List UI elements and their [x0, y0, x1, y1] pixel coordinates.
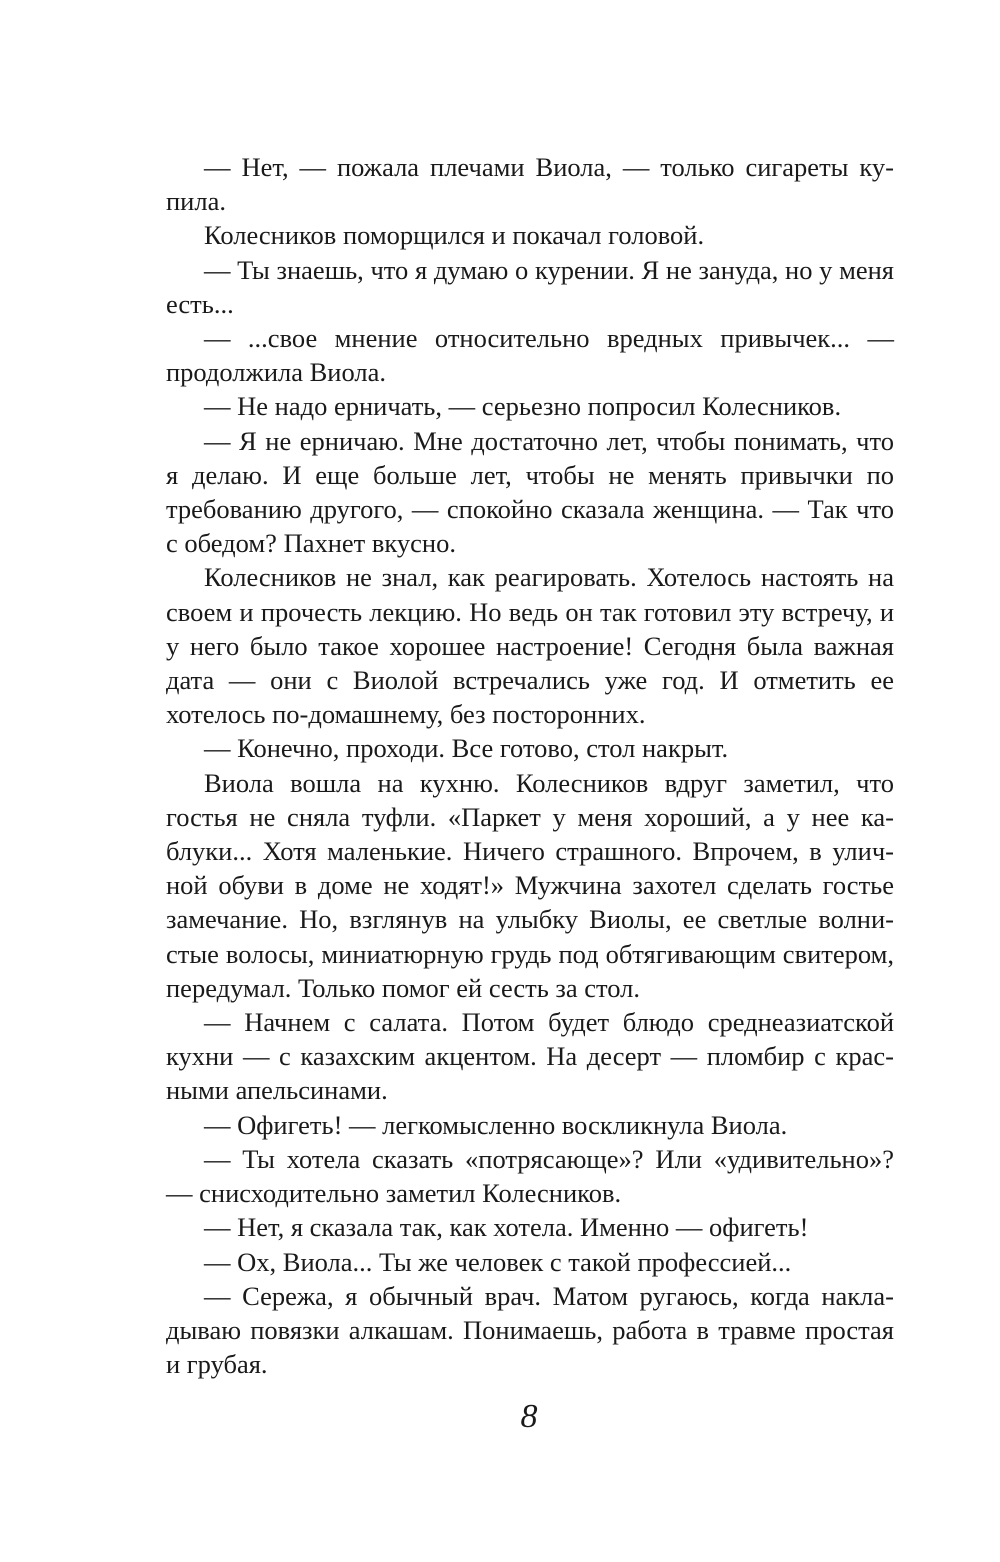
paragraph: Виола вошла на кухню. Колесников вдруг заметил, что гостья не сняла туфли. «Паркет у меня хороший, а у нее каблуки... Хотя маленькие. Ничего страшного. Впрочем, в уличной обуви в доме не ходят!» Мужчина захотел сделать гостье замечание. Но, взглянув на улыбку Виолы, ее светлые волнистые волосы, миниатюрную грудь под обтягивающим свитером, передумал. Только помог ей сесть за стол.	[166, 767, 894, 1003]
paragraph: — Нет, — пожала плечами Виола, — только сигареты купила.	[166, 152, 894, 217]
body-text	[166, 150, 894, 1381]
paragraph: Колесников поморщился и покачал головой.	[204, 220, 705, 251]
paragraph: — Начнем с салата. Потом будет блюдо среднеазиатской кухни — с казахским акцентом. На десерт — пломбир с красными апельсинами.	[166, 1007, 894, 1106]
paragraph: — Сережа, я обычный врач. Матом ругаюсь, когда накладываю повязки алкашам. Понимаешь, работа в травме простая и грубая.	[166, 1280, 894, 1380]
paragraph: — Ох, Виола... Ты же человек с такой профессией...	[204, 1246, 792, 1277]
paragraph: — Ты хотела сказать «потрясающе»? Или «удивительно»? — снисходительно заметил Колесников.	[166, 1143, 894, 1209]
page-number: 8	[520, 1398, 538, 1435]
paragraph: Колесников не знал, как реагировать. Хотелось настоять на своем и прочесть лекцию. Но ведь он так готовил эту встречу, и у него было такое хорошее настроение! Сегодня была важная дата — они с Виолой встречались уже год. И отметить ее хотелось по-домашнему, без посторонних.	[166, 562, 894, 730]
paragraph: — Нет, я сказала так, как хотела. Именно — офигеть!	[204, 1212, 809, 1243]
paragraph: — ...свое мнение относительно вредных привычек... — продолжила Виола.	[166, 323, 894, 388]
paragraph: — Ты знаешь, что я думаю о курении. Я не зануда, но у меня есть...	[166, 254, 894, 319]
paragraph: — Конечно, проходи. Все готово, стол накрыт.	[204, 733, 729, 764]
paragraph: — Не надо ерничать, — серьезно попросил Колесников.	[204, 391, 842, 422]
paragraph: — Офигеть! — легкомысленно воскликнула Виола.	[204, 1109, 788, 1140]
paragraph: — Я не ерничаю. Мне достаточно лет, чтобы понимать, что я делаю. И еще больше лет, чтобы не менять привычки по требованию другого, — спокойно сказала женщина. — Так что с обедом? Пахнет вкусно.	[166, 425, 894, 559]
